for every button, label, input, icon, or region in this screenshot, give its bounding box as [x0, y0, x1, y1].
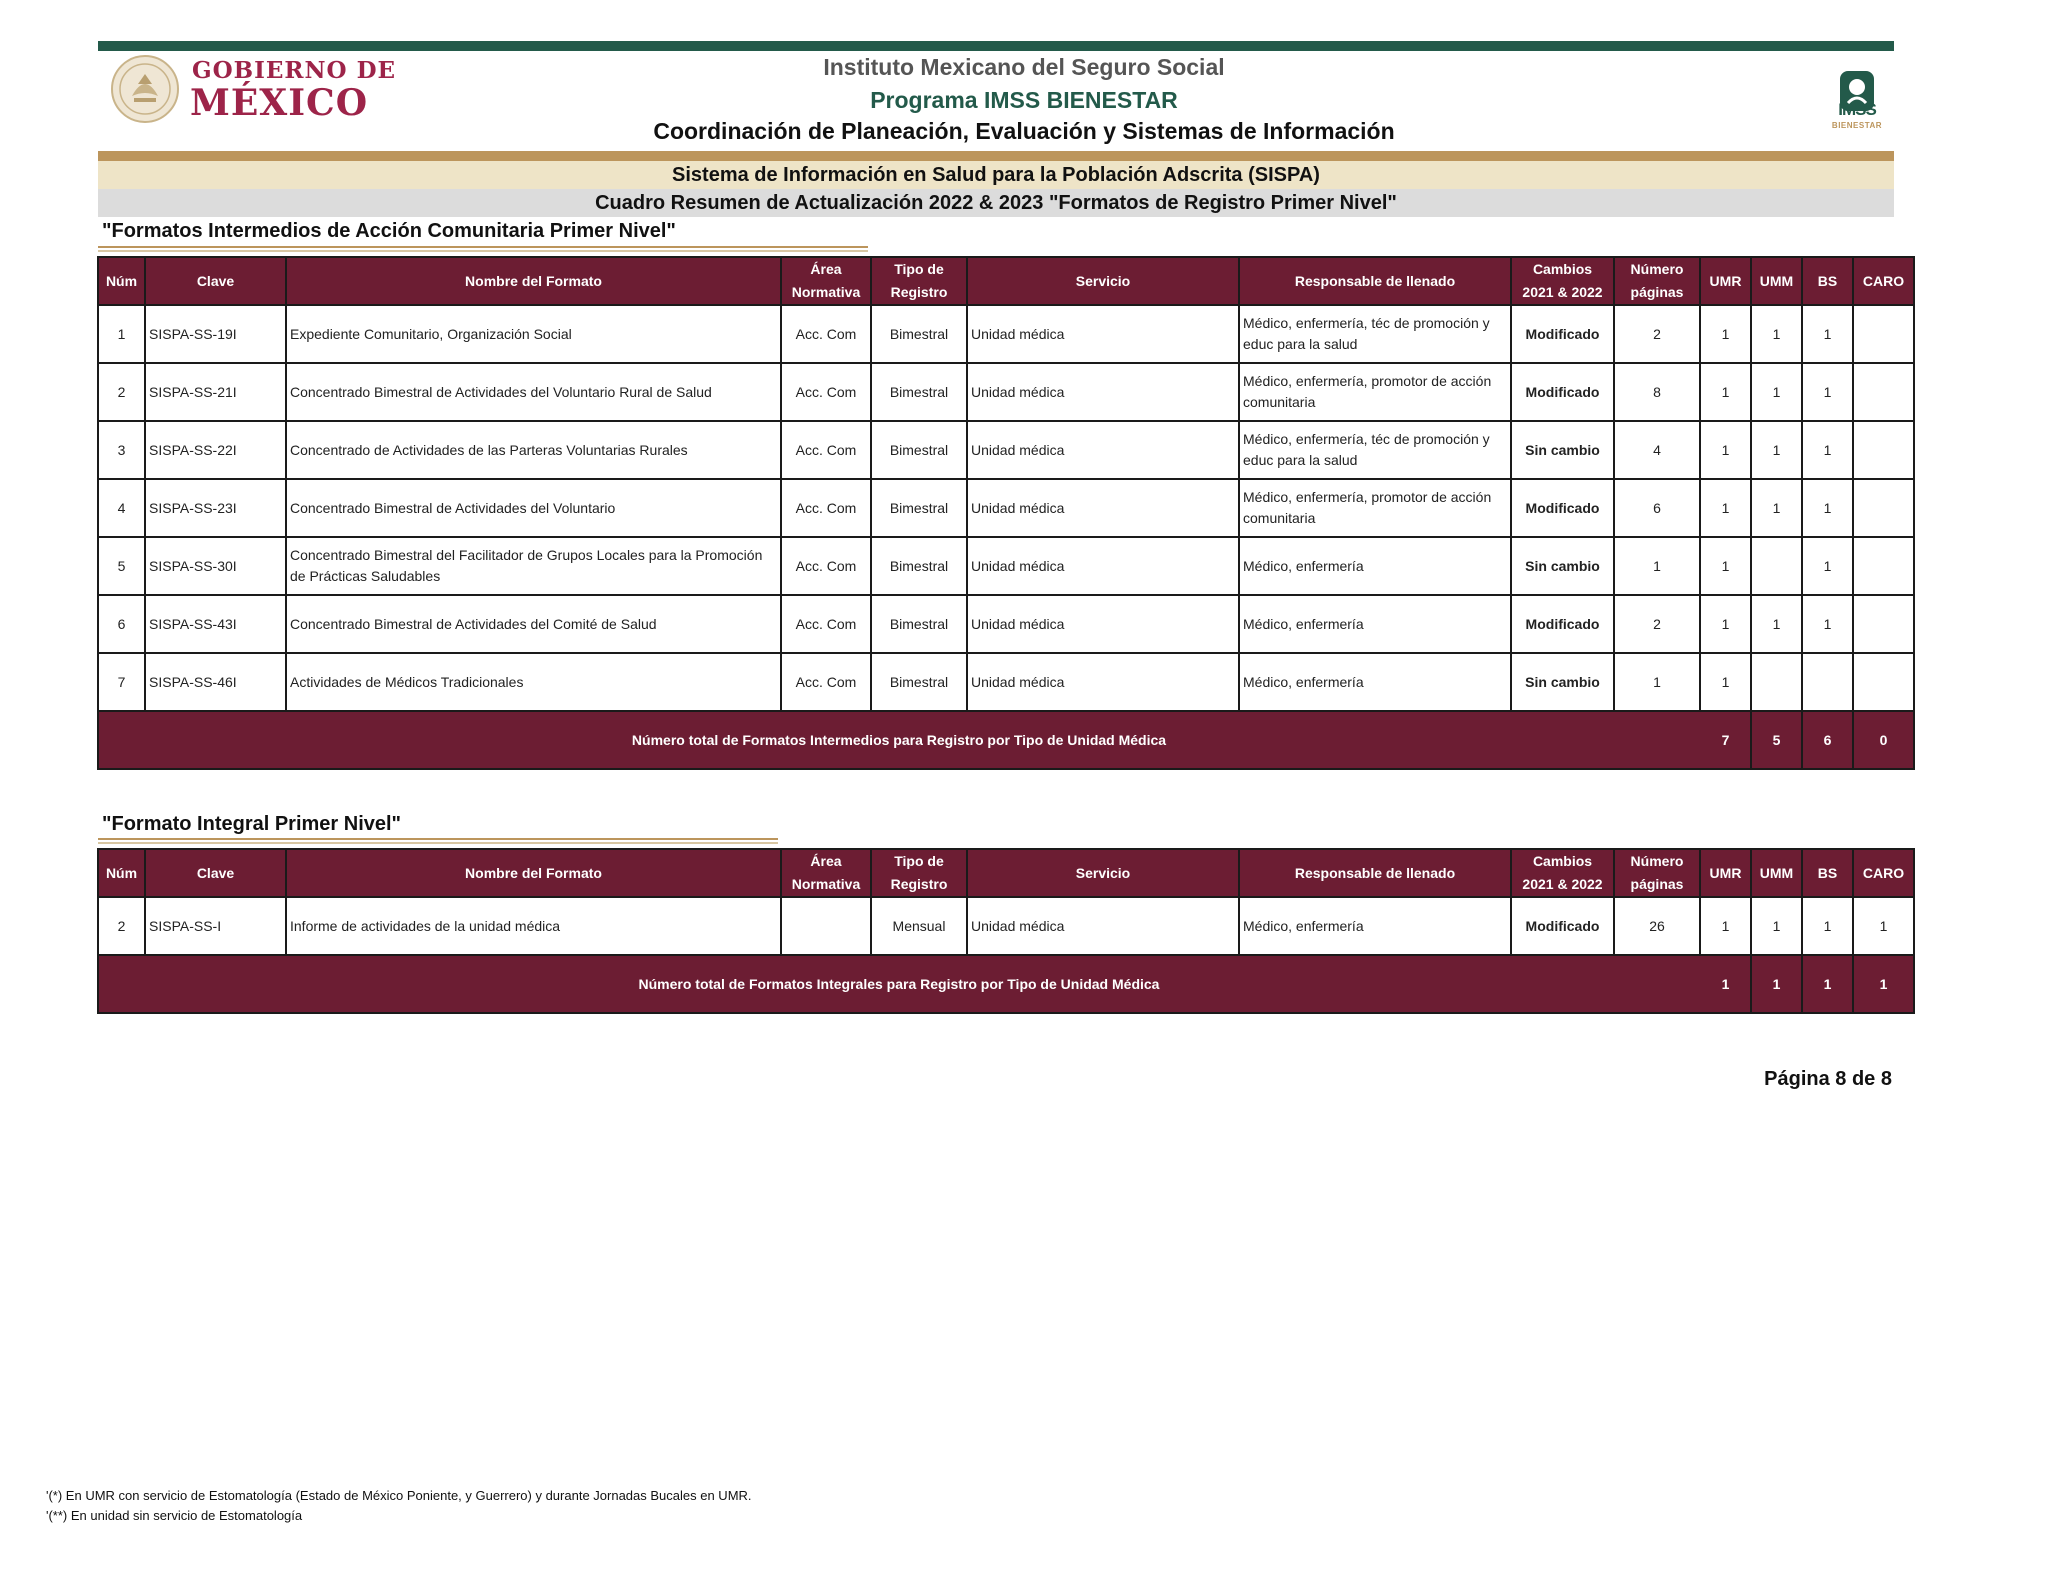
footnote-2: '(**) En unidad sin servicio de Estomatología	[46, 1508, 303, 1523]
table-row	[98, 363, 1914, 421]
section1-total-bs: 6	[1802, 711, 1853, 769]
page-number: Página 8 de 8	[1764, 1068, 1892, 1090]
row-paginas: 8	[1614, 363, 1700, 421]
row-nombre: Informe de actividades de la unidad médica	[286, 897, 781, 955]
col-responsable: Responsable de llenado	[1239, 849, 1511, 897]
row-area: Acc. Com	[781, 653, 871, 711]
row-nombre: Concentrado de Actividades de las Parteras Voluntarias Rurales	[286, 421, 781, 479]
section1-title: "Formatos Intermedios de Acción Comunitaria Primer Nivel"	[102, 220, 676, 242]
row-bs: 1	[1802, 363, 1853, 421]
row-responsable: Médico, enfermería	[1239, 537, 1511, 595]
row-area: Acc. Com	[781, 595, 871, 653]
col-nombre: Nombre del Formato	[286, 849, 781, 897]
sispa-band: Sistema de Información en Salud para la Población Adscrita (SISPA)	[98, 161, 1894, 189]
col-umr: UMR	[1700, 257, 1751, 305]
row-umm: 1	[1751, 363, 1802, 421]
row-bs: 1	[1802, 305, 1853, 363]
row-bs: 1	[1802, 421, 1853, 479]
row-servicio: Unidad médica	[967, 479, 1239, 537]
row-responsable: Médico, enfermería	[1239, 897, 1511, 955]
row-bs: 1	[1802, 479, 1853, 537]
table-row	[98, 897, 1914, 955]
row-tipo: Bimestral	[871, 421, 967, 479]
row-responsable: Médico, enfermería, téc de promoción y educ para la salud	[1239, 305, 1511, 363]
section2-underline	[98, 838, 778, 844]
table-row	[98, 653, 1914, 711]
row-paginas: 1	[1614, 537, 1700, 595]
table-header-row	[98, 257, 1914, 305]
imss-logo-subtext: BIENESTAR	[1831, 121, 1883, 130]
row-clave: SISPA-SS-I	[145, 897, 286, 955]
row-nombre: Concentrado Bimestral de Actividades del Comité de Salud	[286, 595, 781, 653]
row-area	[781, 897, 871, 955]
section1-total-label: Número total de Formatos Intermedios para Registro por Tipo de Unidad Médica	[98, 711, 1700, 769]
row-num: 4	[98, 479, 145, 537]
row-cambios: Modificado	[1511, 479, 1614, 537]
gobierno-de-text: GOBIERNO DE	[192, 57, 397, 84]
row-caro: 1	[1853, 897, 1914, 955]
row-num: 5	[98, 537, 145, 595]
row-area: Acc. Com	[781, 479, 871, 537]
row-umr: 1	[1700, 305, 1751, 363]
row-nombre: Concentrado Bimestral del Facilitador de Grupos Locales para la Promoción de Prácticas Saludables	[286, 537, 781, 595]
row-responsable: Médico, enfermería, promotor de acción comunitaria	[1239, 363, 1511, 421]
gold-divider	[98, 151, 1894, 161]
section1-total-row	[98, 711, 1914, 769]
row-clave: SISPA-SS-21I	[145, 363, 286, 421]
row-tipo: Bimestral	[871, 305, 967, 363]
col-caro: CARO	[1853, 257, 1914, 305]
section1-underline	[98, 246, 868, 252]
row-nombre: Expediente Comunitario, Organización Social	[286, 305, 781, 363]
row-cambios: Modificado	[1511, 595, 1614, 653]
row-caro	[1853, 595, 1914, 653]
row-paginas: 6	[1614, 479, 1700, 537]
col-paginas: Número páginas	[1614, 257, 1700, 305]
imss-logo-text: IMSS	[1838, 100, 1876, 119]
col-clave: Clave	[145, 849, 286, 897]
institute-title: Instituto Mexicano del Seguro Social	[823, 54, 1225, 80]
row-nombre: Actividades de Médicos Tradicionales	[286, 653, 781, 711]
row-tipo: Mensual	[871, 897, 967, 955]
table-row	[98, 537, 1914, 595]
row-clave: SISPA-SS-22I	[145, 421, 286, 479]
row-tipo: Bimestral	[871, 595, 967, 653]
intermedios-table	[97, 256, 1915, 770]
program-title: Programa IMSS BIENESTAR	[870, 87, 1178, 113]
row-caro	[1853, 305, 1914, 363]
section2-total-caro: 1	[1853, 955, 1914, 1013]
integral-table	[97, 848, 1915, 1014]
row-bs: 1	[1802, 897, 1853, 955]
row-responsable: Médico, enfermería	[1239, 595, 1511, 653]
row-clave: SISPA-SS-43I	[145, 595, 286, 653]
row-responsable: Médico, enfermería, promotor de acción comunitaria	[1239, 479, 1511, 537]
table-header-row	[98, 849, 1914, 897]
row-paginas: 2	[1614, 595, 1700, 653]
row-nombre: Concentrado Bimestral de Actividades del Voluntario Rural de Salud	[286, 363, 781, 421]
row-umm: 1	[1751, 595, 1802, 653]
section1-total-umm: 5	[1751, 711, 1802, 769]
row-umm: 1	[1751, 305, 1802, 363]
row-num: 6	[98, 595, 145, 653]
section2-total-bs: 1	[1802, 955, 1853, 1013]
col-bs: BS	[1802, 849, 1853, 897]
row-clave: SISPA-SS-23I	[145, 479, 286, 537]
summary-band: Cuadro Resumen de Actualización 2022 & 2023 "Formatos de Registro Primer Nivel"	[98, 189, 1894, 217]
row-clave: SISPA-SS-19I	[145, 305, 286, 363]
row-cambios: Sin cambio	[1511, 421, 1614, 479]
row-bs	[1802, 653, 1853, 711]
row-bs: 1	[1802, 595, 1853, 653]
row-num: 2	[98, 897, 145, 955]
col-tipo: Tipo de Registro	[871, 257, 967, 305]
row-cambios: Sin cambio	[1511, 653, 1614, 711]
row-tipo: Bimestral	[871, 653, 967, 711]
row-caro	[1853, 653, 1914, 711]
row-servicio: Unidad médica	[967, 363, 1239, 421]
row-tipo: Bimestral	[871, 363, 967, 421]
row-responsable: Médico, enfermería	[1239, 653, 1511, 711]
col-caro: CARO	[1853, 849, 1914, 897]
row-umm: 1	[1751, 479, 1802, 537]
row-umr: 1	[1700, 421, 1751, 479]
row-umr: 1	[1700, 653, 1751, 711]
col-umr: UMR	[1700, 849, 1751, 897]
row-caro	[1853, 421, 1914, 479]
row-area: Acc. Com	[781, 421, 871, 479]
row-cambios: Modificado	[1511, 305, 1614, 363]
row-nombre: Concentrado Bimestral de Actividades del Voluntario	[286, 479, 781, 537]
row-paginas: 26	[1614, 897, 1700, 955]
col-num: Núm	[98, 257, 145, 305]
row-servicio: Unidad médica	[967, 421, 1239, 479]
col-nombre: Nombre del Formato	[286, 257, 781, 305]
table-row	[98, 595, 1914, 653]
row-tipo: Bimestral	[871, 537, 967, 595]
col-responsable: Responsable de llenado	[1239, 257, 1511, 305]
row-paginas: 4	[1614, 421, 1700, 479]
col-umm: UMM	[1751, 257, 1802, 305]
coordination-title: Coordinación de Planeación, Evaluación y Sistemas de Información	[653, 118, 1395, 144]
section2-total-umm: 1	[1751, 955, 1802, 1013]
col-area: Área Normativa	[781, 849, 871, 897]
mexico-text: MÉXICO	[190, 82, 369, 124]
col-servicio: Servicio	[967, 849, 1239, 897]
row-cambios: Modificado	[1511, 897, 1614, 955]
row-umr: 1	[1700, 479, 1751, 537]
row-area: Acc. Com	[781, 305, 871, 363]
row-area: Acc. Com	[781, 363, 871, 421]
col-area: Área Normativa	[781, 257, 871, 305]
row-umr: 1	[1700, 363, 1751, 421]
section2-total-label: Número total de Formatos Integrales para Registro por Tipo de Unidad Médica	[98, 955, 1700, 1013]
row-umm	[1751, 653, 1802, 711]
row-servicio: Unidad médica	[967, 595, 1239, 653]
col-paginas: Número páginas	[1614, 849, 1700, 897]
row-clave: SISPA-SS-46I	[145, 653, 286, 711]
col-cambios: Cambios 2021 & 2022	[1511, 257, 1614, 305]
col-umm: UMM	[1751, 849, 1802, 897]
row-umr: 1	[1700, 595, 1751, 653]
section2-total-umr: 1	[1700, 955, 1751, 1013]
row-tipo: Bimestral	[871, 479, 967, 537]
col-bs: BS	[1802, 257, 1853, 305]
top-green-bar	[98, 41, 1894, 51]
row-clave: SISPA-SS-30I	[145, 537, 286, 595]
row-caro	[1853, 363, 1914, 421]
row-servicio: Unidad médica	[967, 897, 1239, 955]
row-cambios: Modificado	[1511, 363, 1614, 421]
row-paginas: 1	[1614, 653, 1700, 711]
row-umm: 1	[1751, 421, 1802, 479]
section2-total-row	[98, 955, 1914, 1013]
row-area: Acc. Com	[781, 537, 871, 595]
row-paginas: 2	[1614, 305, 1700, 363]
row-umm	[1751, 537, 1802, 595]
section1-total-umr: 7	[1700, 711, 1751, 769]
row-umr: 1	[1700, 537, 1751, 595]
row-num: 7	[98, 653, 145, 711]
col-tipo: Tipo de Registro	[871, 849, 967, 897]
row-bs: 1	[1802, 537, 1853, 595]
col-servicio: Servicio	[967, 257, 1239, 305]
row-umm: 1	[1751, 897, 1802, 955]
section1-total-caro: 0	[1853, 711, 1914, 769]
col-clave: Clave	[145, 257, 286, 305]
table-row	[98, 479, 1914, 537]
footnote-1: '(*) En UMR con servicio de Estomatología (Estado de México Poniente, y Guerrero) y durante Jornadas Bucales en UMR.	[46, 1488, 752, 1503]
row-cambios: Sin cambio	[1511, 537, 1614, 595]
table-row	[98, 305, 1914, 363]
col-num: Núm	[98, 849, 145, 897]
row-caro	[1853, 479, 1914, 537]
row-num: 3	[98, 421, 145, 479]
row-servicio: Unidad médica	[967, 537, 1239, 595]
section2-title: "Formato Integral Primer Nivel"	[102, 813, 402, 835]
row-responsable: Médico, enfermería, téc de promoción y educ para la salud	[1239, 421, 1511, 479]
col-cambios: Cambios 2021 & 2022	[1511, 849, 1614, 897]
row-servicio: Unidad médica	[967, 305, 1239, 363]
row-umr: 1	[1700, 897, 1751, 955]
row-servicio: Unidad médica	[967, 653, 1239, 711]
row-num: 1	[98, 305, 145, 363]
table-row	[98, 421, 1914, 479]
row-num: 2	[98, 363, 145, 421]
row-caro	[1853, 537, 1914, 595]
